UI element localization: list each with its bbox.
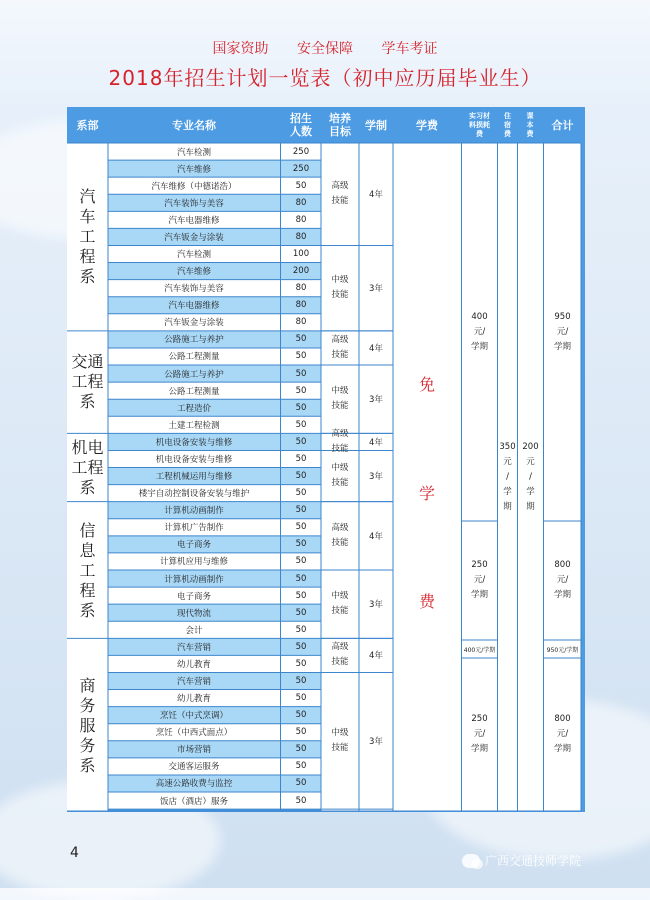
- watermark: [462, 852, 581, 869]
- major-name: 公路施工与养护: [164, 369, 224, 380]
- major-name: 汽车装饰与美容: [164, 284, 224, 295]
- quota-value: 50: [295, 351, 307, 362]
- major-name: 计算机应用与维修: [159, 557, 228, 568]
- quota-value: 50: [295, 727, 307, 738]
- major-name: 电子商务: [176, 591, 211, 602]
- quota-value: 50: [295, 402, 307, 413]
- major-name: 汽车钣金与涂装: [164, 318, 224, 329]
- quota-value: 250: [292, 146, 310, 157]
- quota-value: 50: [295, 607, 307, 618]
- major-name: 汽车检测: [176, 250, 211, 260]
- tagline-item: 安全保障: [297, 41, 353, 57]
- quota-value: 50: [295, 334, 307, 345]
- duration-value: 4年: [369, 343, 383, 354]
- dept-business: 商务服务系: [79, 675, 96, 775]
- major-name: 汽车营销: [176, 677, 211, 687]
- quota-value: 50: [295, 761, 307, 772]
- major-name: 公路工程测量: [168, 352, 220, 363]
- dept-mechatronic: 机电工程系: [71, 437, 104, 497]
- major-name: 公路工程测量: [168, 386, 220, 397]
- major-name: 会计: [185, 625, 203, 636]
- major-name: 现代物流: [176, 608, 211, 619]
- tagline: [0, 38, 650, 58]
- quota-value: 50: [295, 385, 307, 396]
- goal-level: 中级技能: [331, 591, 349, 617]
- duration-value: 4年: [369, 437, 383, 448]
- header-goal: 培养目标: [329, 112, 351, 138]
- free-tuition-char: 学: [418, 483, 435, 503]
- quota-value: 50: [295, 556, 307, 567]
- quota-value: 80: [295, 317, 307, 328]
- header-quota: 招生人数: [290, 112, 312, 138]
- major-name: 工程机械运用与维修: [155, 472, 233, 483]
- quota-value: 80: [295, 231, 307, 242]
- quota-value: 50: [295, 590, 307, 601]
- major-name: 高速公路收费与监控: [155, 779, 233, 790]
- major-name: 公路施工与养护: [164, 335, 224, 346]
- header-major: 专业名称: [172, 118, 216, 132]
- header-dept: 系部: [76, 118, 99, 132]
- goal-level: 中级技能: [331, 386, 349, 412]
- major-name: 汽车维修: [176, 267, 211, 278]
- quota-value: 50: [295, 453, 307, 464]
- major-name: 饭店（酒店）服务: [159, 796, 228, 807]
- quota-value: 50: [295, 744, 307, 755]
- material-fee: 250 元/ 学期: [470, 714, 488, 754]
- goal-level: 高级技能: [331, 181, 349, 207]
- quota-value: 50: [295, 641, 307, 652]
- quota-value: 100: [292, 249, 310, 259]
- major-name: 市场营销: [176, 745, 211, 756]
- duration-value: 4年: [369, 651, 383, 662]
- header-lodging: 住宿费: [504, 111, 511, 138]
- major-name: 汽车维修（中德诺浩）: [151, 181, 237, 192]
- free-tuition: [393, 372, 461, 612]
- duration-value: 3年: [369, 736, 383, 747]
- quota-value: 50: [295, 368, 307, 379]
- major-name: 幼儿教育: [176, 659, 211, 670]
- quota-value: 50: [295, 778, 307, 789]
- header-duration: 学制: [365, 118, 387, 132]
- header-textbook: 课本费: [526, 111, 534, 138]
- quota-value: 50: [295, 658, 307, 669]
- quota-value: 80: [295, 214, 307, 225]
- quota-value: 50: [295, 795, 307, 806]
- major-name: 汽车维修: [176, 164, 211, 175]
- quota-value: 50: [295, 436, 307, 447]
- goal-level: 中级技能: [331, 727, 349, 753]
- total-fee: 950元/学期: [546, 646, 579, 654]
- header-total: 合计: [551, 118, 574, 132]
- quota-value: 50: [295, 180, 307, 191]
- duration-value: 3年: [369, 284, 383, 295]
- major-name: 电子商务: [176, 540, 211, 551]
- major-name: 机电设备安装与维修: [155, 437, 233, 448]
- duration-value: 4年: [369, 190, 383, 201]
- header-tuition: 学费: [416, 118, 438, 132]
- major-name: 计算机广告制作: [164, 523, 224, 534]
- material-fee: 250 元/ 学期: [470, 559, 488, 600]
- major-name: 工程造价: [176, 403, 211, 414]
- total-fee: 800 元/ 学期: [553, 714, 571, 754]
- major-name: 土建工程检测: [168, 420, 220, 431]
- quota-value: 50: [295, 676, 307, 686]
- quota-value: 50: [295, 419, 307, 430]
- quota-value: 50: [295, 624, 307, 635]
- major-name: 计算机动画制作: [164, 574, 224, 585]
- tagline-item: 国家资助: [212, 41, 269, 57]
- material-fee: 400 元/ 学期: [470, 311, 488, 352]
- duration-value: 3年: [369, 395, 383, 406]
- goal-level: 中级技能: [331, 275, 349, 301]
- major-name: 汽车检测: [176, 147, 211, 158]
- material-fee: 400元/学期: [463, 646, 496, 654]
- major-name: 汽车装饰与美容: [164, 198, 224, 209]
- total-fee: 800 元/ 学期: [553, 559, 571, 600]
- major-name: 楼宇自动控制设备安装与维护: [138, 489, 250, 500]
- quota-value: 50: [295, 539, 307, 550]
- major-name: 汽车电器维修: [168, 301, 220, 312]
- dept-information: 信息工程系: [79, 520, 96, 620]
- goal-level: 高级技能: [331, 522, 349, 548]
- dept-transport: 交通工程系: [71, 352, 104, 411]
- page-number: 4: [70, 845, 79, 861]
- quota-value: 50: [295, 693, 307, 704]
- dept-automotive: 汽车工程系: [79, 186, 96, 286]
- free-tuition-char: 费: [418, 592, 435, 611]
- quota-value: 50: [295, 710, 307, 721]
- major-name: 机电设备安装与维修: [155, 454, 233, 465]
- goal-level: 中级技能: [331, 463, 349, 489]
- textbook-fee: 200 元 / 学 期: [522, 441, 539, 512]
- header-material: 实习材料损耗费: [469, 111, 490, 138]
- lodging-fee: 350 元 / 学 期: [499, 441, 516, 512]
- total-fee: 950 元/ 学期: [553, 311, 571, 352]
- quota-value: 250: [292, 163, 310, 174]
- quota-value: 50: [295, 471, 307, 482]
- major-name: 汽车电器维修: [168, 215, 220, 226]
- quota-value: 80: [295, 300, 307, 311]
- major-name: 计算机动画制作: [164, 506, 224, 517]
- duration-value: 3年: [369, 472, 383, 483]
- quota-value: 200: [292, 266, 310, 277]
- quota-value: 50: [295, 573, 307, 584]
- quota-value: 80: [295, 283, 307, 294]
- quota-value: 50: [295, 488, 307, 499]
- wechat-icon: [462, 854, 480, 868]
- duration-value: 3年: [369, 600, 383, 611]
- duration-value: 4年: [369, 531, 383, 542]
- watermark-text: 广西交通技师学院: [485, 854, 582, 868]
- quota-value: 80: [295, 197, 307, 208]
- quota-value: 50: [295, 522, 307, 533]
- goal-level: 高级技能: [331, 642, 349, 668]
- page-title: 2018年招生计划一览表（初中应历届毕业生）: [108, 66, 542, 90]
- major-name: 汽车营销: [176, 642, 211, 653]
- major-name: 烹饪（中式烹调）: [159, 711, 228, 722]
- major-name: 烹饪（中西式面点）: [155, 728, 233, 739]
- enrollment-table: [67, 107, 585, 812]
- major-name: 交通客运服务: [168, 762, 220, 773]
- goal-level: 高级技能: [331, 334, 349, 360]
- major-name: 汽车钣金与涂装: [164, 232, 224, 243]
- quota-value: 50: [295, 505, 307, 516]
- free-tuition-char: 免: [418, 375, 435, 394]
- tagline-item: 学车考证: [381, 41, 438, 57]
- goal-level: 高级技能: [331, 428, 349, 454]
- major-name: 幼儿教育: [176, 694, 211, 705]
